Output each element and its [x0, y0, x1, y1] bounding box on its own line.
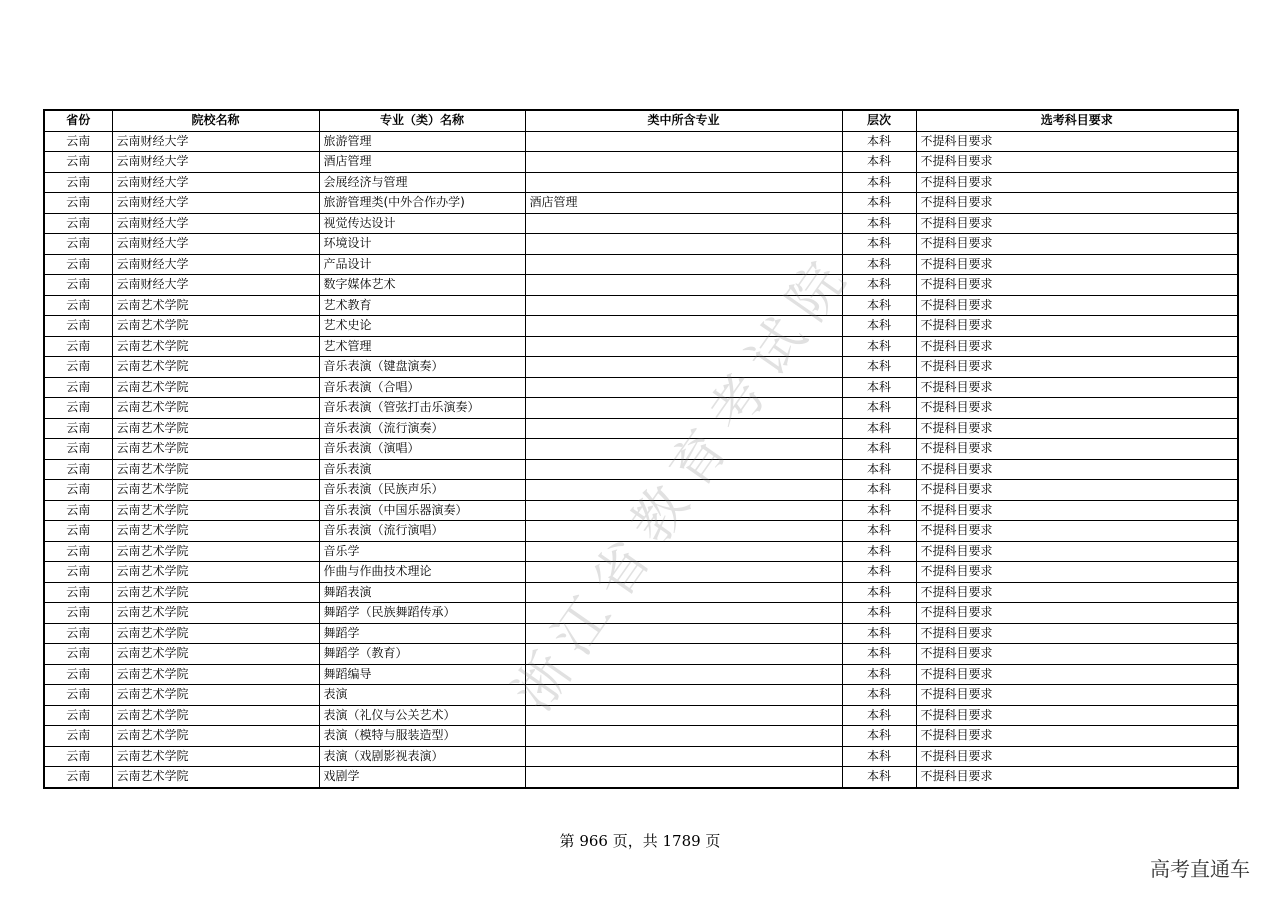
table-row	[44, 582, 1238, 603]
cell-major: 旅游管理类(中外合作办学)	[319, 193, 525, 214]
cell-level: 本科	[842, 377, 916, 398]
table-row	[44, 685, 1238, 706]
cell-subject-requirement: 不提科目要求	[916, 439, 1238, 460]
cell-level: 本科	[842, 746, 916, 767]
cell-included-majors	[525, 254, 842, 275]
cell-included-majors	[525, 746, 842, 767]
cell-subject-requirement: 不提科目要求	[916, 603, 1238, 624]
cell-included-majors	[525, 377, 842, 398]
cell-province: 云南	[44, 705, 112, 726]
table-header-row	[44, 110, 1238, 131]
cell-subject-requirement: 不提科目要求	[916, 541, 1238, 562]
cell-province: 云南	[44, 459, 112, 480]
table-row	[44, 275, 1238, 296]
cell-included-majors	[525, 152, 842, 173]
table-row	[44, 316, 1238, 337]
cell-province: 云南	[44, 275, 112, 296]
header-level: 层次	[842, 110, 916, 131]
cell-school: 云南艺术学院	[112, 603, 319, 624]
cell-province: 云南	[44, 418, 112, 439]
cell-subject-requirement: 不提科目要求	[916, 746, 1238, 767]
cell-included-majors	[525, 418, 842, 439]
cell-major: 数字媒体艺术	[319, 275, 525, 296]
table-row	[44, 562, 1238, 583]
cell-subject-requirement: 不提科目要求	[916, 152, 1238, 173]
table-row	[44, 152, 1238, 173]
cell-level: 本科	[842, 234, 916, 255]
cell-included-majors	[525, 664, 842, 685]
table-row	[44, 172, 1238, 193]
cell-province: 云南	[44, 623, 112, 644]
cell-subject-requirement: 不提科目要求	[916, 664, 1238, 685]
cell-included-majors	[525, 234, 842, 255]
cell-included-majors	[525, 500, 842, 521]
cell-school: 云南艺术学院	[112, 480, 319, 501]
cell-level: 本科	[842, 275, 916, 296]
table-row	[44, 705, 1238, 726]
cell-major: 音乐表演（键盘演奏）	[319, 357, 525, 378]
cell-province: 云南	[44, 377, 112, 398]
cell-province: 云南	[44, 664, 112, 685]
cell-major: 艺术史论	[319, 316, 525, 337]
cell-included-majors	[525, 357, 842, 378]
cell-school: 云南艺术学院	[112, 541, 319, 562]
cell-major: 音乐表演（管弦打击乐演奏）	[319, 398, 525, 419]
cell-major: 酒店管理	[319, 152, 525, 173]
cell-subject-requirement: 不提科目要求	[916, 726, 1238, 747]
cell-major: 艺术教育	[319, 295, 525, 316]
cell-included-majors	[525, 562, 842, 583]
cell-school: 云南艺术学院	[112, 705, 319, 726]
cell-included-majors	[525, 275, 842, 296]
cell-subject-requirement: 不提科目要求	[916, 582, 1238, 603]
cell-province: 云南	[44, 295, 112, 316]
cell-province: 云南	[44, 336, 112, 357]
cell-school: 云南艺术学院	[112, 726, 319, 747]
cell-included-majors	[525, 767, 842, 788]
cell-province: 云南	[44, 357, 112, 378]
cell-included-majors	[525, 726, 842, 747]
cell-province: 云南	[44, 562, 112, 583]
header-subject-requirement: 选考科目要求	[916, 110, 1238, 131]
cell-level: 本科	[842, 213, 916, 234]
cell-school: 云南艺术学院	[112, 439, 319, 460]
cell-included-majors	[525, 603, 842, 624]
cell-province: 云南	[44, 316, 112, 337]
table-row	[44, 746, 1238, 767]
table-body	[44, 131, 1238, 788]
cell-province: 云南	[44, 254, 112, 275]
table-row	[44, 193, 1238, 214]
cell-level: 本科	[842, 152, 916, 173]
cell-subject-requirement: 不提科目要求	[916, 705, 1238, 726]
cell-major: 表演（礼仪与公关艺术）	[319, 705, 525, 726]
cell-major: 表演（戏剧影视表演）	[319, 746, 525, 767]
cell-subject-requirement: 不提科目要求	[916, 562, 1238, 583]
cell-level: 本科	[842, 193, 916, 214]
cell-province: 云南	[44, 213, 112, 234]
cell-included-majors	[525, 336, 842, 357]
table-row	[44, 521, 1238, 542]
cell-level: 本科	[842, 767, 916, 788]
header-included-majors: 类中所含专业	[525, 110, 842, 131]
cell-major: 作曲与作曲技术理论	[319, 562, 525, 583]
cell-level: 本科	[842, 172, 916, 193]
admission-table	[43, 109, 1239, 789]
page-footer: 第 966 页，共 1789 页	[559, 832, 721, 850]
table-row	[44, 377, 1238, 398]
cell-province: 云南	[44, 521, 112, 542]
cell-school: 云南艺术学院	[112, 377, 319, 398]
cell-subject-requirement: 不提科目要求	[916, 193, 1238, 214]
cell-subject-requirement: 不提科目要求	[916, 500, 1238, 521]
cell-school: 云南艺术学院	[112, 418, 319, 439]
cell-province: 云南	[44, 439, 112, 460]
cell-included-majors	[525, 131, 842, 152]
cell-included-majors	[525, 295, 842, 316]
cell-level: 本科	[842, 623, 916, 644]
cell-school: 云南财经大学	[112, 172, 319, 193]
cell-level: 本科	[842, 603, 916, 624]
cell-level: 本科	[842, 357, 916, 378]
cell-province: 云南	[44, 152, 112, 173]
cell-province: 云南	[44, 541, 112, 562]
cell-subject-requirement: 不提科目要求	[916, 623, 1238, 644]
cell-province: 云南	[44, 726, 112, 747]
table-row	[44, 357, 1238, 378]
cell-subject-requirement: 不提科目要求	[916, 336, 1238, 357]
cell-school: 云南艺术学院	[112, 459, 319, 480]
cell-province: 云南	[44, 193, 112, 214]
table-row	[44, 480, 1238, 501]
cell-school: 云南艺术学院	[112, 767, 319, 788]
cell-major: 戏剧学	[319, 767, 525, 788]
cell-province: 云南	[44, 685, 112, 706]
header-province: 省份	[44, 110, 112, 131]
cell-school: 云南财经大学	[112, 254, 319, 275]
cell-level: 本科	[842, 439, 916, 460]
cell-subject-requirement: 不提科目要求	[916, 644, 1238, 665]
cell-level: 本科	[842, 500, 916, 521]
cell-level: 本科	[842, 541, 916, 562]
cell-subject-requirement: 不提科目要求	[916, 213, 1238, 234]
cell-province: 云南	[44, 603, 112, 624]
cell-school: 云南艺术学院	[112, 582, 319, 603]
cell-subject-requirement: 不提科目要求	[916, 275, 1238, 296]
cell-included-majors	[525, 213, 842, 234]
cell-subject-requirement: 不提科目要求	[916, 234, 1238, 255]
cell-province: 云南	[44, 746, 112, 767]
cell-level: 本科	[842, 562, 916, 583]
cell-included-majors	[525, 398, 842, 419]
cell-included-majors	[525, 316, 842, 337]
table-row	[44, 459, 1238, 480]
header-major: 专业（类）名称	[319, 110, 525, 131]
table-row	[44, 418, 1238, 439]
cell-province: 云南	[44, 131, 112, 152]
cell-school: 云南艺术学院	[112, 562, 319, 583]
cell-level: 本科	[842, 459, 916, 480]
cell-school: 云南艺术学院	[112, 644, 319, 665]
table-row	[44, 131, 1238, 152]
cell-school: 云南财经大学	[112, 213, 319, 234]
cell-subject-requirement: 不提科目要求	[916, 459, 1238, 480]
table-row	[44, 295, 1238, 316]
cell-subject-requirement: 不提科目要求	[916, 480, 1238, 501]
cell-major: 音乐表演（演唱）	[319, 439, 525, 460]
cell-included-majors	[525, 541, 842, 562]
cell-school: 云南艺术学院	[112, 316, 319, 337]
cell-school: 云南艺术学院	[112, 623, 319, 644]
cell-subject-requirement: 不提科目要求	[916, 767, 1238, 788]
cell-major: 音乐表演（流行演唱）	[319, 521, 525, 542]
cell-level: 本科	[842, 685, 916, 706]
cell-province: 云南	[44, 500, 112, 521]
table-row	[44, 439, 1238, 460]
cell-major: 音乐表演（民族声乐）	[319, 480, 525, 501]
cell-level: 本科	[842, 254, 916, 275]
cell-major: 音乐表演	[319, 459, 525, 480]
cell-province: 云南	[44, 767, 112, 788]
cell-level: 本科	[842, 705, 916, 726]
cell-included-majors	[525, 521, 842, 542]
cell-included-majors	[525, 685, 842, 706]
cell-level: 本科	[842, 521, 916, 542]
cell-major: 表演（模特与服装造型）	[319, 726, 525, 747]
cell-major: 舞蹈表演	[319, 582, 525, 603]
cell-subject-requirement: 不提科目要求	[916, 172, 1238, 193]
cell-major: 音乐表演（流行演奏）	[319, 418, 525, 439]
cell-major: 舞蹈学（民族舞蹈传承）	[319, 603, 525, 624]
cell-subject-requirement: 不提科目要求	[916, 254, 1238, 275]
cell-level: 本科	[842, 582, 916, 603]
cell-subject-requirement: 不提科目要求	[916, 377, 1238, 398]
cell-school: 云南财经大学	[112, 152, 319, 173]
cell-province: 云南	[44, 480, 112, 501]
cell-province: 云南	[44, 234, 112, 255]
cell-included-majors	[525, 459, 842, 480]
watermark-text: 浙江省教育考试院	[501, 239, 866, 722]
cell-included-majors	[525, 439, 842, 460]
cell-level: 本科	[842, 398, 916, 419]
cell-school: 云南财经大学	[112, 193, 319, 214]
cell-province: 云南	[44, 172, 112, 193]
cell-major: 艺术管理	[319, 336, 525, 357]
table-row	[44, 213, 1238, 234]
cell-school: 云南艺术学院	[112, 500, 319, 521]
cell-school: 云南财经大学	[112, 131, 319, 152]
cell-level: 本科	[842, 316, 916, 337]
cell-subject-requirement: 不提科目要求	[916, 521, 1238, 542]
cell-school: 云南艺术学院	[112, 357, 319, 378]
cell-subject-requirement: 不提科目要求	[916, 131, 1238, 152]
cell-school: 云南艺术学院	[112, 746, 319, 767]
table-row	[44, 623, 1238, 644]
cell-included-majors	[525, 623, 842, 644]
table-row	[44, 234, 1238, 255]
admission-table-container	[43, 109, 1237, 789]
cell-included-majors	[525, 705, 842, 726]
cell-level: 本科	[842, 480, 916, 501]
cell-subject-requirement: 不提科目要求	[916, 357, 1238, 378]
cell-level: 本科	[842, 131, 916, 152]
cell-level: 本科	[842, 295, 916, 316]
cell-major: 产品设计	[319, 254, 525, 275]
table-row	[44, 336, 1238, 357]
cell-major: 音乐表演（合唱）	[319, 377, 525, 398]
cell-province: 云南	[44, 398, 112, 419]
cell-level: 本科	[842, 336, 916, 357]
cell-level: 本科	[842, 664, 916, 685]
cell-level: 本科	[842, 644, 916, 665]
cell-school: 云南艺术学院	[112, 398, 319, 419]
cell-school: 云南艺术学院	[112, 685, 319, 706]
cell-major: 视觉传达设计	[319, 213, 525, 234]
cell-major: 会展经济与管理	[319, 172, 525, 193]
table-row	[44, 664, 1238, 685]
table-row	[44, 254, 1238, 275]
cell-major: 舞蹈学	[319, 623, 525, 644]
cell-included-majors	[525, 172, 842, 193]
cell-major: 环境设计	[319, 234, 525, 255]
cell-included-majors	[525, 644, 842, 665]
table-row	[44, 541, 1238, 562]
cell-level: 本科	[842, 726, 916, 747]
cell-subject-requirement: 不提科目要求	[916, 418, 1238, 439]
cell-level: 本科	[842, 418, 916, 439]
cell-school: 云南艺术学院	[112, 336, 319, 357]
cell-subject-requirement: 不提科目要求	[916, 398, 1238, 419]
cell-major: 音乐学	[319, 541, 525, 562]
cell-major: 音乐表演（中国乐器演奏）	[319, 500, 525, 521]
cell-included-majors: 酒店管理	[525, 193, 842, 214]
cell-province: 云南	[44, 582, 112, 603]
cell-school: 云南艺术学院	[112, 664, 319, 685]
cell-subject-requirement: 不提科目要求	[916, 685, 1238, 706]
table-row	[44, 644, 1238, 665]
cell-major: 舞蹈编导	[319, 664, 525, 685]
cell-school: 云南艺术学院	[112, 521, 319, 542]
cell-school: 云南艺术学院	[112, 295, 319, 316]
brand-watermark: 高考直通车	[1150, 857, 1250, 881]
cell-major: 舞蹈学（教育）	[319, 644, 525, 665]
header-school: 院校名称	[112, 110, 319, 131]
table-row	[44, 500, 1238, 521]
table-row	[44, 398, 1238, 419]
table-row	[44, 767, 1238, 788]
cell-province: 云南	[44, 644, 112, 665]
cell-major: 旅游管理	[319, 131, 525, 152]
cell-subject-requirement: 不提科目要求	[916, 316, 1238, 337]
table-row	[44, 603, 1238, 624]
cell-included-majors	[525, 582, 842, 603]
cell-major: 表演	[319, 685, 525, 706]
table-row	[44, 726, 1238, 747]
cell-included-majors	[525, 480, 842, 501]
cell-school: 云南财经大学	[112, 234, 319, 255]
cell-subject-requirement: 不提科目要求	[916, 295, 1238, 316]
cell-school: 云南财经大学	[112, 275, 319, 296]
